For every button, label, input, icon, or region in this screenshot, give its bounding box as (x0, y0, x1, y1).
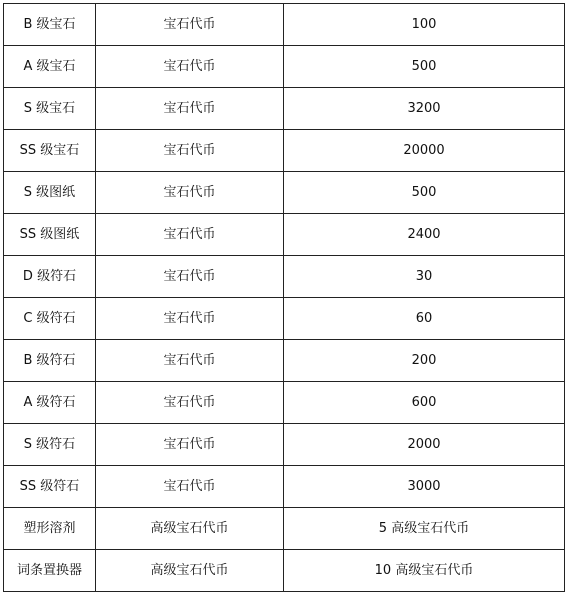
table-row (4, 298, 565, 340)
table-row (4, 382, 565, 424)
item-cell: S 级符石 (4, 424, 96, 466)
item-cell: 词条置换器 (4, 550, 96, 592)
price-table (3, 3, 565, 592)
table-row (4, 4, 565, 46)
item-cell: SS 级宝石 (4, 130, 96, 172)
item-cell: A 级宝石 (4, 46, 96, 88)
currency-cell: 宝石代币 (96, 256, 284, 298)
table-row (4, 46, 565, 88)
currency-cell: 宝石代币 (96, 214, 284, 256)
price-cell: 500 (284, 46, 565, 88)
table-row (4, 508, 565, 550)
price-cell: 20000 (284, 130, 565, 172)
item-cell: S 级宝石 (4, 88, 96, 130)
item-cell: B 级符石 (4, 340, 96, 382)
currency-cell: 高级宝石代币 (96, 550, 284, 592)
currency-cell: 宝石代币 (96, 172, 284, 214)
price-cell: 5 高级宝石代币 (284, 508, 565, 550)
price-cell: 2400 (284, 214, 565, 256)
price-cell: 30 (284, 256, 565, 298)
price-cell: 500 (284, 172, 565, 214)
item-cell: S 级图纸 (4, 172, 96, 214)
table-row (4, 214, 565, 256)
currency-cell: 宝石代币 (96, 4, 284, 46)
item-cell: D 级符石 (4, 256, 96, 298)
price-cell: 100 (284, 4, 565, 46)
table-row (4, 424, 565, 466)
price-cell: 3000 (284, 466, 565, 508)
table-row (4, 550, 565, 592)
item-cell: C 级符石 (4, 298, 96, 340)
table-row (4, 88, 565, 130)
price-table-container (3, 3, 565, 592)
currency-cell: 高级宝石代币 (96, 508, 284, 550)
currency-cell: 宝石代币 (96, 466, 284, 508)
table-row (4, 130, 565, 172)
price-cell: 200 (284, 340, 565, 382)
item-cell: SS 级符石 (4, 466, 96, 508)
table-row (4, 466, 565, 508)
currency-cell: 宝石代币 (96, 130, 284, 172)
item-cell: SS 级图纸 (4, 214, 96, 256)
currency-cell: 宝石代币 (96, 340, 284, 382)
price-cell: 2000 (284, 424, 565, 466)
price-cell: 3200 (284, 88, 565, 130)
currency-cell: 宝石代币 (96, 46, 284, 88)
price-cell: 10 高级宝石代币 (284, 550, 565, 592)
table-row (4, 340, 565, 382)
table-row (4, 256, 565, 298)
item-cell: B 级宝石 (4, 4, 96, 46)
table-row (4, 172, 565, 214)
price-cell: 60 (284, 298, 565, 340)
currency-cell: 宝石代币 (96, 424, 284, 466)
item-cell: 塑形溶剂 (4, 508, 96, 550)
price-cell: 600 (284, 382, 565, 424)
item-cell: A 级符石 (4, 382, 96, 424)
currency-cell: 宝石代币 (96, 298, 284, 340)
currency-cell: 宝石代币 (96, 382, 284, 424)
currency-cell: 宝石代币 (96, 88, 284, 130)
